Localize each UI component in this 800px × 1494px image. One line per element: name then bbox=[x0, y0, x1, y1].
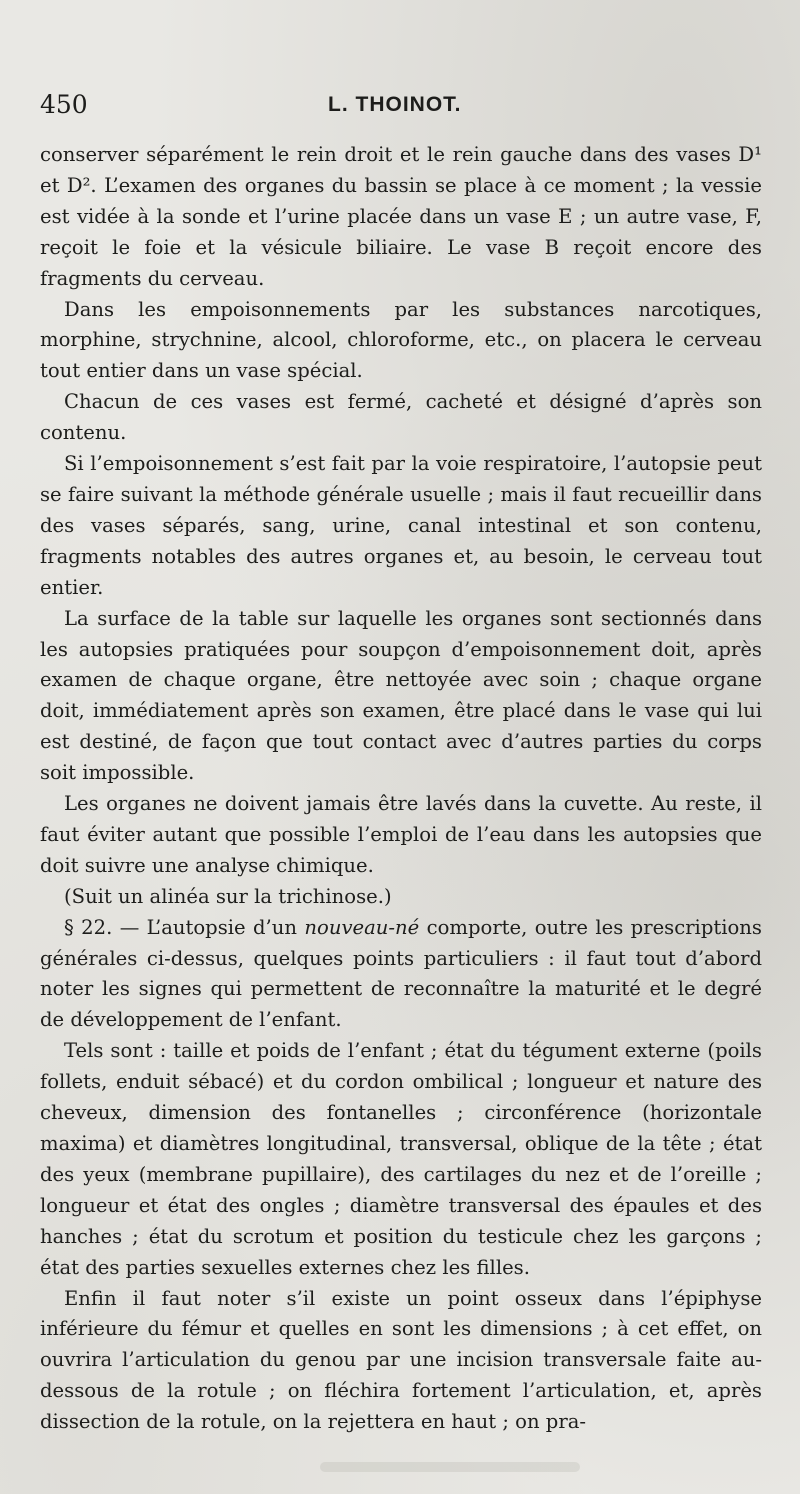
section-mark: § 22. — bbox=[64, 915, 140, 939]
section-22-italic-term: nouveau-né bbox=[304, 915, 420, 939]
paragraph-5: La surface de la table sur laquelle les organes sont sectionnés dans les autopsies pratiquées pour soupçon d’empoisonnement doit, après examen de chaque organe, être nettoyée avec soin ; chaque organe doit, immédiatement après son examen, être placé dans le vase qui lui est destiné, de façon que tout contact avec d’autres parties du corps soit impossible. bbox=[40, 606, 762, 785]
running-head: L. THOINOT. bbox=[328, 93, 462, 116]
paragraph-6: Les organes ne doivent jamais être lavés dans la cuvette. Au reste, il faut éviter autant que possible l’emploi de l’eau dans les autopsies que doit suivre une analyse chimique. bbox=[40, 792, 762, 877]
page-bottom-smudge bbox=[320, 1462, 580, 1472]
paragraph-4: Si l’empoisonnement s’est fait par la voie respiratoire, l’autopsie peut se faire suivant la méthode générale usuelle ; mais il faut recueillir dans des vases séparés, sang, urine, canal intestinal et son contenu, fragments notables des autres organes et, au besoin, le cerveau tout entier. bbox=[40, 452, 762, 599]
page-header bbox=[40, 90, 760, 126]
paragraph-1: conserver séparément le rein droit et le rein gauche dans des vases D¹ et D². L’examen des organes du bassin se place à ce moment ; la vessie est vidée à la sonde et l’urine placée dans un vase E ; un autre vase, F, reçoit le foie et la vésicule biliaire. Le vase B reçoit encore des fragments du cerveau. bbox=[40, 143, 762, 290]
paragraph-10: Enfin il faut noter s’il existe un point osseux dans l’épiphyse inférieure du fémur et quelles en sont les dimensions ; à cet effet, on ouvrira l’articulation du genou par une incision transversale faite au-dessous de la rotule ; on fléchira fortement l’articulation, et, après dissection de la rotule, on la rejettera en haut ; on pra- bbox=[40, 1286, 762, 1434]
paragraph-section-22 bbox=[40, 913, 762, 1037]
section-22-text-before: L’autopsie d’un bbox=[146, 915, 298, 939]
paragraph-3: Chacun de ces vases est fermé, cacheté et désigné d’après son contenu. bbox=[40, 390, 762, 445]
page-number: 450 bbox=[40, 90, 88, 119]
body-text bbox=[40, 140, 762, 1438]
paragraph-9: Tels sont : taille et poids de l’enfant ; état du tégument externe (poils follets, enduit sébacé) et du cordon ombilical ; longueur et nature des cheveux, dimension des fontanelles ; circonférence (horizontale maxima) et diamètres longitudinal, transversal, oblique de la tête ; état des yeux (membrane pupillaire), des cartilages du nez et de l’oreille ; longueur et état des ongles ; diamètre transversal des épaules et des hanches ; état du scrotum et position du testicule chez les garçons ; état des parties sexuelles externes chez les filles. bbox=[40, 1039, 762, 1279]
paragraph-2: Dans les empoisonnements par les substances narcotiques, morphine, strychnine, alcool, chloroforme, etc., on placera le cerveau tout entier dans un vase spécial. bbox=[40, 297, 762, 383]
paragraph-7: (Suit un alinéa sur la trichinose.) bbox=[64, 884, 392, 908]
section-22-text-after: comporte, outre les prescriptions générales ci-dessus, quelques points particuliers : il faut tout d’abord noter les signes qui permettent de reconnaître la maturité et le degré de développement de l’enfant. bbox=[40, 915, 762, 1032]
